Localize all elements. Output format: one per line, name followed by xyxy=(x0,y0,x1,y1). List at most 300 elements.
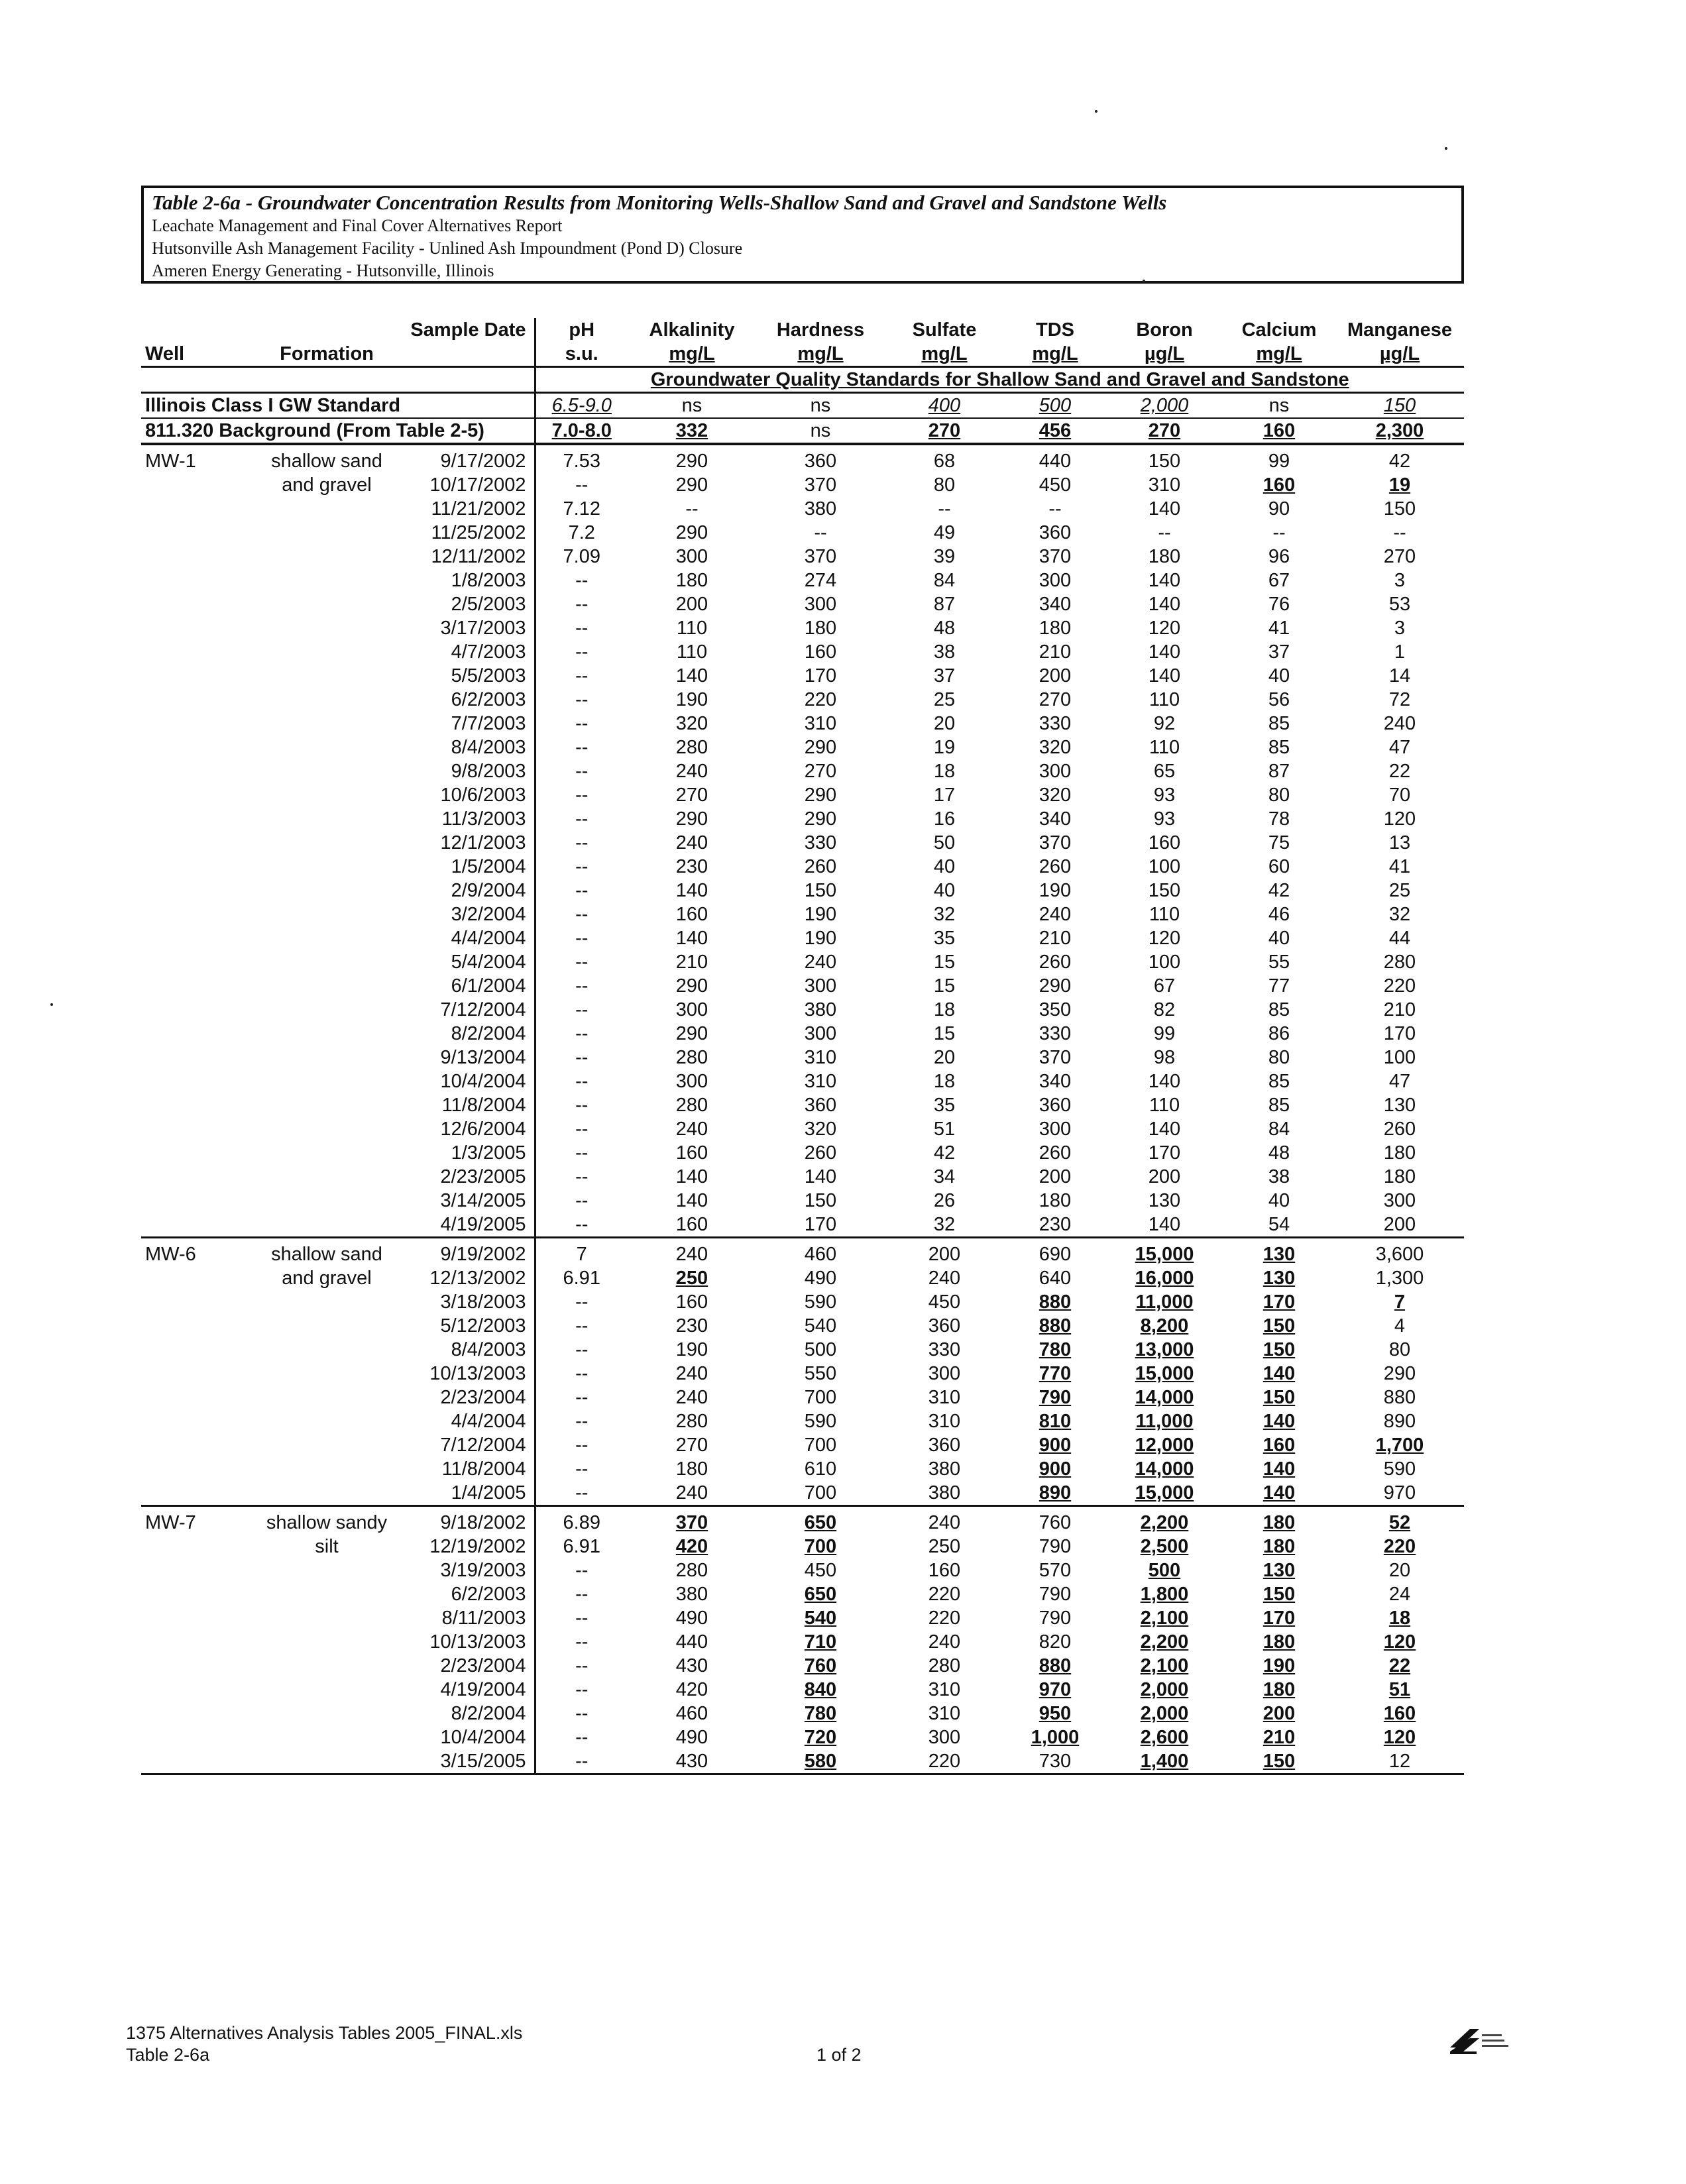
result-value xyxy=(1004,926,1106,950)
standard-value-text: 7.0-8.0 xyxy=(551,419,612,441)
result-value xyxy=(535,1213,628,1238)
well-id xyxy=(141,521,260,545)
result-value xyxy=(1004,950,1106,974)
well-id xyxy=(141,1338,260,1362)
result-value xyxy=(1106,950,1223,974)
result-value-text: 280 xyxy=(675,1094,708,1116)
result-value xyxy=(535,1433,628,1457)
well-id xyxy=(141,1165,260,1189)
well-id xyxy=(141,1266,260,1290)
result-value xyxy=(1223,1290,1335,1314)
result-value-text: 240 xyxy=(1383,712,1416,734)
result-value xyxy=(1004,1238,1106,1267)
result-value xyxy=(1004,1314,1106,1338)
result-value-text: 380 xyxy=(928,1482,961,1503)
result-value xyxy=(885,1213,1004,1238)
table-row xyxy=(141,998,1464,1022)
result-value-text: 810 xyxy=(1039,1410,1072,1432)
result-value xyxy=(1223,1606,1335,1630)
result-value-text: 190 xyxy=(804,927,837,949)
result-value xyxy=(535,1386,628,1409)
result-value xyxy=(628,1535,756,1558)
result-value xyxy=(756,974,885,998)
result-value-text: 37 xyxy=(933,665,956,686)
formation xyxy=(260,1069,393,1093)
formation xyxy=(260,712,393,736)
result-value-text: 310 xyxy=(804,712,837,734)
result-value-text: 67 xyxy=(1268,569,1290,591)
formation xyxy=(260,1558,393,1582)
well-id xyxy=(141,1093,260,1117)
result-value xyxy=(885,1433,1004,1457)
report-name: Leachate Management and Final Cover Alternatives Report xyxy=(152,216,563,235)
result-value xyxy=(1004,998,1106,1022)
result-value-text: 430 xyxy=(675,1655,708,1676)
result-value-text: 14,000 xyxy=(1135,1386,1194,1408)
result-value-text: 890 xyxy=(1039,1482,1072,1503)
result-value xyxy=(1335,879,1464,902)
well-id xyxy=(141,712,260,736)
result-value-text: 540 xyxy=(804,1315,837,1337)
result-value-text: 85 xyxy=(1268,999,1290,1020)
result-value-text: 46 xyxy=(1268,903,1290,925)
standard-value xyxy=(628,418,756,444)
result-value xyxy=(1335,759,1464,783)
formation xyxy=(260,736,393,759)
result-value-text: 370 xyxy=(804,474,837,496)
result-value-text: 320 xyxy=(804,1118,837,1140)
result-value xyxy=(1223,1481,1335,1506)
result-value-text: 1,800 xyxy=(1140,1583,1189,1605)
result-value-text: 130 xyxy=(1263,1559,1296,1581)
well-id xyxy=(141,1290,260,1314)
well-id xyxy=(141,1386,260,1409)
result-value xyxy=(756,1093,885,1117)
result-value xyxy=(756,521,885,545)
result-value-text: -- xyxy=(575,808,589,830)
result-value xyxy=(1106,1506,1223,1535)
result-value-text: 48 xyxy=(1268,1142,1290,1164)
result-value-text: 87 xyxy=(933,593,956,615)
result-value-text: 120 xyxy=(1383,1631,1416,1653)
result-value-text: 760 xyxy=(804,1655,837,1676)
table-row xyxy=(141,926,1464,950)
result-value xyxy=(1223,473,1335,497)
result-value-text: -- xyxy=(575,1070,589,1092)
result-value-text: -- xyxy=(575,784,589,806)
result-value-text: 380 xyxy=(804,498,837,519)
sample-date: 8/4/2003 xyxy=(393,1338,535,1362)
result-value-text: 280 xyxy=(928,1655,961,1676)
well-id xyxy=(141,998,260,1022)
result-value xyxy=(885,688,1004,712)
result-value xyxy=(885,1022,1004,1046)
result-value-text: 70 xyxy=(1388,784,1411,806)
result-value-text: 100 xyxy=(1148,855,1181,877)
table-row xyxy=(141,1558,1464,1582)
result-value xyxy=(1106,926,1223,950)
result-value-text: 180 xyxy=(675,1458,708,1480)
result-value xyxy=(885,1238,1004,1267)
result-value-text: 210 xyxy=(675,951,708,973)
result-value xyxy=(756,712,885,736)
result-value xyxy=(628,1213,756,1238)
result-value-text: 110 xyxy=(676,641,708,663)
standard-value-text: ns xyxy=(810,419,831,441)
result-value-text: 20 xyxy=(933,1046,956,1068)
result-value xyxy=(756,1314,885,1338)
result-value xyxy=(1004,1093,1106,1117)
result-value xyxy=(1335,974,1464,998)
result-value xyxy=(1335,497,1464,521)
result-value-text: 17 xyxy=(933,784,956,806)
table-row xyxy=(141,473,1464,497)
result-value xyxy=(885,736,1004,759)
result-value-text: 140 xyxy=(1148,593,1181,615)
result-value-text: 1,300 xyxy=(1375,1267,1424,1289)
standard-value xyxy=(1004,393,1106,419)
result-value xyxy=(628,664,756,688)
result-value-text: 6.89 xyxy=(563,1511,600,1533)
well-id xyxy=(141,1678,260,1702)
result-value-text: -- xyxy=(575,1046,589,1068)
result-value xyxy=(1106,473,1223,497)
result-value xyxy=(1004,616,1106,640)
result-value-text: 250 xyxy=(928,1535,961,1557)
result-value-text: 840 xyxy=(804,1678,837,1700)
result-value-text: 47 xyxy=(1388,1070,1411,1092)
well-id xyxy=(141,1725,260,1749)
result-value-text: 240 xyxy=(675,1362,708,1384)
sample-date: 11/21/2002 xyxy=(393,497,535,521)
result-value-text: -- xyxy=(575,1702,589,1724)
sample-date: 11/8/2004 xyxy=(393,1457,535,1481)
result-value xyxy=(628,1749,756,1774)
result-value xyxy=(1223,1022,1335,1046)
result-value xyxy=(535,902,628,926)
result-value xyxy=(1004,1702,1106,1725)
standard-value xyxy=(1335,418,1464,444)
result-value-text: 210 xyxy=(1383,999,1416,1020)
sample-date: 4/4/2004 xyxy=(393,1409,535,1433)
table-row xyxy=(141,1433,1464,1457)
result-value-text: 300 xyxy=(1039,760,1072,782)
sample-date: 12/19/2002 xyxy=(393,1535,535,1558)
sample-date: 1/5/2004 xyxy=(393,855,535,879)
result-value xyxy=(756,926,885,950)
standard-value xyxy=(535,418,628,444)
result-value-text: 320 xyxy=(1039,784,1072,806)
well-id xyxy=(141,926,260,950)
result-value-text: 210 xyxy=(1039,927,1072,949)
table-row xyxy=(141,1266,1464,1290)
result-value-text: 230 xyxy=(675,1315,708,1337)
result-value-text: 140 xyxy=(1263,1482,1296,1503)
result-value-text: -- xyxy=(575,903,589,925)
result-value-text: 100 xyxy=(1383,1046,1416,1068)
result-value-text: 170 xyxy=(1383,1022,1416,1044)
result-value-text: 190 xyxy=(1263,1655,1296,1676)
result-value xyxy=(1004,1213,1106,1238)
result-value xyxy=(1223,1749,1335,1774)
result-value-text: 210 xyxy=(1039,641,1072,663)
result-value xyxy=(1106,1582,1223,1606)
result-value-text: 690 xyxy=(1039,1243,1072,1265)
table-row xyxy=(141,1535,1464,1558)
result-value xyxy=(1223,1238,1335,1267)
result-value-text: 590 xyxy=(1383,1458,1416,1480)
result-value xyxy=(1223,1630,1335,1654)
result-value xyxy=(756,1290,885,1314)
result-value-text: -- xyxy=(575,1142,589,1164)
result-value-text: 54 xyxy=(1268,1213,1290,1235)
result-value xyxy=(1004,444,1106,473)
result-value-text: 40 xyxy=(1268,1189,1290,1211)
header-param-2: Hardness xyxy=(776,319,865,341)
result-value xyxy=(628,616,756,640)
result-value xyxy=(1004,1141,1106,1165)
result-value-text: 47 xyxy=(1388,736,1411,758)
result-value-text: -- xyxy=(575,1118,589,1140)
table-row xyxy=(141,1117,1464,1141)
result-value xyxy=(885,1338,1004,1362)
formation xyxy=(260,1290,393,1314)
well-id xyxy=(141,1558,260,1582)
header-unit-2: mg/L xyxy=(756,342,885,367)
result-value xyxy=(535,1654,628,1678)
result-value xyxy=(1106,640,1223,664)
result-value xyxy=(1004,1409,1106,1433)
formation xyxy=(260,1749,393,1774)
result-value xyxy=(628,1654,756,1678)
result-value-text: 950 xyxy=(1039,1702,1072,1724)
result-value xyxy=(1335,1069,1464,1093)
result-value-text: 22 xyxy=(1388,760,1411,782)
result-value-text: 2,200 xyxy=(1140,1631,1189,1653)
result-value xyxy=(885,1046,1004,1069)
result-value-text: -- xyxy=(575,1750,589,1772)
result-value-text: -- xyxy=(575,1559,589,1581)
result-value-text: 280 xyxy=(1383,951,1416,973)
result-value-text: 2,200 xyxy=(1140,1511,1189,1533)
result-value-text: 270 xyxy=(1383,545,1416,567)
result-value-text: 280 xyxy=(675,1046,708,1068)
result-value-text: 110 xyxy=(676,617,708,639)
formation: and gravel xyxy=(282,474,372,496)
result-value-text: 99 xyxy=(1268,450,1290,472)
result-value xyxy=(756,569,885,592)
result-value-text: -- xyxy=(575,1213,589,1235)
result-value-text: 160 xyxy=(928,1559,961,1581)
result-value-text: 1,700 xyxy=(1375,1434,1424,1456)
result-value xyxy=(756,1141,885,1165)
result-value xyxy=(535,1506,628,1535)
result-value xyxy=(756,855,885,879)
table-row xyxy=(141,759,1464,783)
result-value-text: -- xyxy=(1393,521,1406,543)
sample-date: 6/2/2003 xyxy=(393,1582,535,1606)
result-value-text: 200 xyxy=(1263,1702,1296,1724)
result-value-text: -- xyxy=(575,1386,589,1408)
result-value-text: -- xyxy=(575,1166,589,1187)
result-value-text: 360 xyxy=(928,1434,961,1456)
result-value-text: 900 xyxy=(1039,1458,1072,1480)
formation: silt xyxy=(315,1535,339,1557)
result-value xyxy=(1106,1093,1223,1117)
result-value-text: -- xyxy=(575,951,589,973)
result-value xyxy=(1106,831,1223,855)
sample-date: 7/7/2003 xyxy=(393,712,535,736)
result-value xyxy=(1223,950,1335,974)
table-row xyxy=(141,521,1464,545)
sample-date: 2/23/2005 xyxy=(393,1165,535,1189)
result-value xyxy=(756,1582,885,1606)
well-id xyxy=(141,545,260,569)
result-value-text: 150 xyxy=(804,1189,837,1211)
result-value-text: 18 xyxy=(933,760,956,782)
result-value xyxy=(885,807,1004,831)
result-value xyxy=(1106,974,1223,998)
result-value-text: 13,000 xyxy=(1135,1338,1194,1360)
result-value xyxy=(1335,1022,1464,1046)
result-value-text: 80 xyxy=(1388,1338,1411,1360)
formation xyxy=(260,1457,393,1481)
result-value-text: 540 xyxy=(804,1607,837,1629)
result-value xyxy=(1335,1362,1464,1386)
well-id xyxy=(141,1606,260,1630)
result-value xyxy=(756,473,885,497)
result-value xyxy=(1106,521,1223,545)
result-value xyxy=(1004,1481,1106,1506)
formation xyxy=(260,902,393,926)
formation xyxy=(260,783,393,807)
table-row xyxy=(141,640,1464,664)
result-value-text: -- xyxy=(1272,521,1286,543)
result-value-text: 290 xyxy=(804,736,837,758)
result-value xyxy=(885,950,1004,974)
result-value xyxy=(885,1165,1004,1189)
well-id xyxy=(141,688,260,712)
result-value xyxy=(1106,616,1223,640)
result-value-text: 280 xyxy=(675,1410,708,1432)
header-unit-0: s.u. xyxy=(535,342,628,367)
result-value xyxy=(756,545,885,569)
result-value-text: 790 xyxy=(1039,1535,1072,1557)
result-value-text: 19 xyxy=(1388,474,1411,496)
result-value-text: 900 xyxy=(1039,1434,1072,1456)
result-value-text: 65 xyxy=(1153,760,1176,782)
result-value xyxy=(1335,569,1464,592)
table-row xyxy=(141,1238,1464,1267)
result-value xyxy=(1223,592,1335,616)
table-row xyxy=(141,592,1464,616)
table-row xyxy=(141,902,1464,926)
result-value xyxy=(756,592,885,616)
sample-date: 4/7/2003 xyxy=(393,640,535,664)
result-value xyxy=(535,1238,628,1267)
result-value xyxy=(1004,783,1106,807)
result-value xyxy=(1335,926,1464,950)
well-id xyxy=(141,902,260,926)
result-value xyxy=(628,998,756,1022)
result-value-text: 40 xyxy=(1268,665,1290,686)
result-value-text: 42 xyxy=(1388,450,1411,472)
result-value xyxy=(1335,1457,1464,1481)
result-value xyxy=(535,1141,628,1165)
result-value-text: -- xyxy=(685,498,699,519)
result-value-text: -- xyxy=(575,688,589,710)
result-value xyxy=(535,1481,628,1506)
result-value-text: 14 xyxy=(1388,665,1411,686)
result-value xyxy=(1106,1654,1223,1678)
result-value xyxy=(1223,521,1335,545)
result-value xyxy=(1335,1481,1464,1506)
result-value xyxy=(628,950,756,974)
result-value-text: 430 xyxy=(675,1750,708,1772)
result-value xyxy=(885,616,1004,640)
result-value xyxy=(1335,998,1464,1022)
result-value-text: 110 xyxy=(1149,1094,1180,1116)
table-row xyxy=(141,688,1464,712)
standard-value xyxy=(535,393,628,419)
result-value xyxy=(756,1069,885,1093)
result-value xyxy=(1106,1433,1223,1457)
result-value-text: 6.91 xyxy=(563,1267,600,1289)
result-value xyxy=(1335,807,1464,831)
result-value xyxy=(885,444,1004,473)
result-value-text: 240 xyxy=(675,1482,708,1503)
result-value-text: 360 xyxy=(804,1094,837,1116)
result-value xyxy=(1223,1046,1335,1069)
table-row xyxy=(141,736,1464,759)
result-value-text: 170 xyxy=(1263,1607,1296,1629)
result-value xyxy=(1223,1702,1335,1725)
well-id xyxy=(141,1654,260,1678)
result-value xyxy=(1335,1582,1464,1606)
table-row xyxy=(141,1678,1464,1702)
result-value xyxy=(1004,1165,1106,1189)
result-value xyxy=(628,1558,756,1582)
result-value-text: 340 xyxy=(1039,593,1072,615)
standards-caption: Groundwater Quality Standards for Shallow Sand and Gravel and Sandstone xyxy=(535,367,1464,393)
result-value-text: -- xyxy=(575,1189,589,1211)
result-value-text: 85 xyxy=(1268,736,1290,758)
formation: shallow sandy xyxy=(266,1511,388,1533)
result-value-text: 22 xyxy=(1388,1655,1411,1676)
result-value xyxy=(1106,664,1223,688)
result-value xyxy=(756,1117,885,1141)
result-value-text: 140 xyxy=(804,1166,837,1187)
result-value-text: 86 xyxy=(1268,1022,1290,1044)
result-value-text: 360 xyxy=(928,1315,961,1337)
result-value-text: 360 xyxy=(1039,1094,1072,1116)
result-value xyxy=(756,807,885,831)
result-value-text: 290 xyxy=(675,450,708,472)
result-value xyxy=(756,1362,885,1386)
result-value-text: -- xyxy=(1048,498,1062,519)
standard-value-text: 332 xyxy=(675,419,708,441)
result-value-text: 320 xyxy=(1039,736,1072,758)
result-value xyxy=(1223,664,1335,688)
result-value xyxy=(756,1654,885,1678)
table-row xyxy=(141,879,1464,902)
result-value-text: 60 xyxy=(1268,855,1290,877)
table-title: Table 2-6a - Groundwater Concentration Results from Monitoring Wells-Shallow Sand and Gravel and Sandstone Wells xyxy=(152,191,1167,214)
result-value-text: 140 xyxy=(1148,1118,1181,1140)
result-value xyxy=(628,1238,756,1267)
result-value xyxy=(1004,1457,1106,1481)
result-value-text: 450 xyxy=(928,1291,961,1313)
